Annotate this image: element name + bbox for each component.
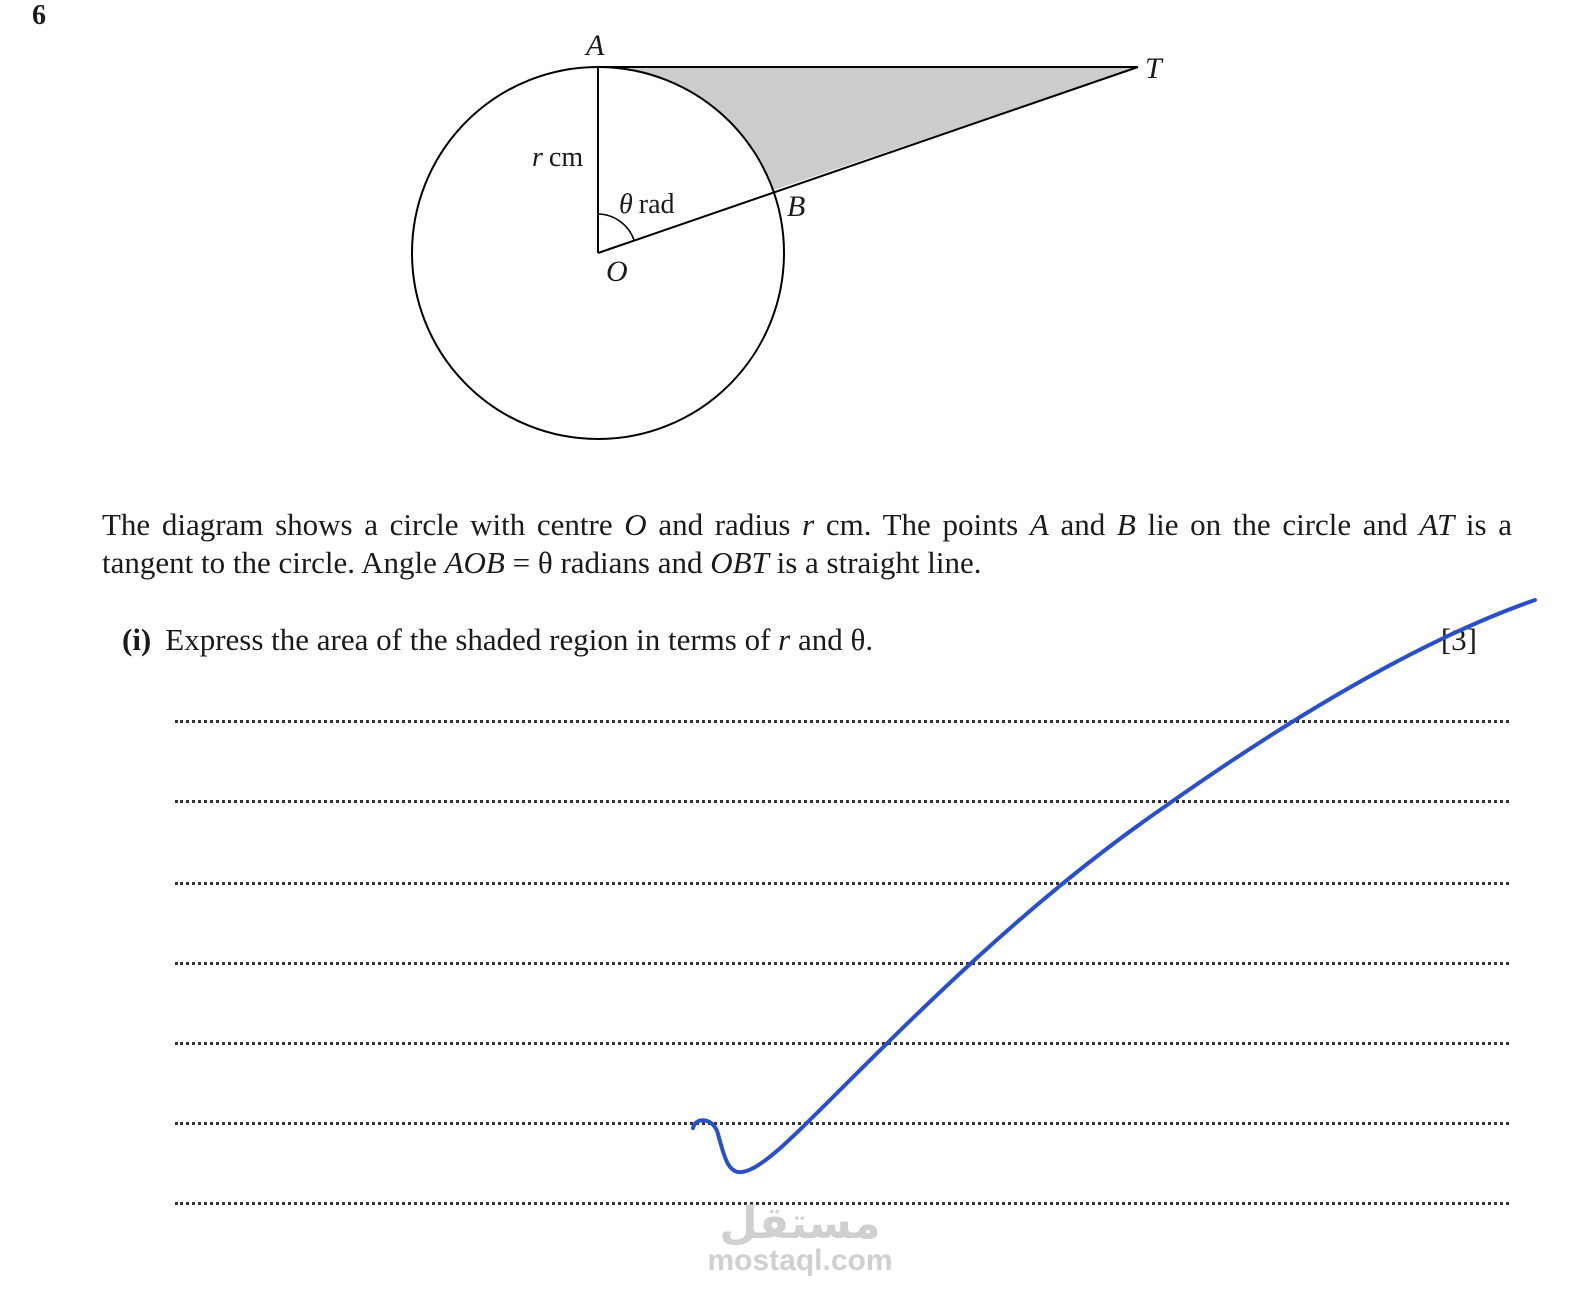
watermark-site: mostaql.com (707, 1244, 893, 1277)
part-label: (i) (122, 622, 152, 657)
watermark-arabic: مستقل (719, 1199, 881, 1248)
watermark (700, 1199, 900, 1278)
answer-line[interactable] (175, 800, 1509, 803)
pen-stroke (693, 600, 1535, 1172)
label-T: T (1145, 52, 1162, 85)
label-O: O (606, 255, 628, 288)
answer-line[interactable] (175, 882, 1509, 885)
answer-line[interactable] (175, 720, 1509, 723)
answer-line[interactable] (175, 1122, 1509, 1125)
question-number: 6 (32, 0, 46, 31)
label-A: A (586, 29, 605, 62)
label-B: B (787, 190, 806, 223)
circle-diagram (0, 0, 1595, 480)
question-paragraph: The diagram shows a circle with centre O and radius r cm. The points A and B lie on the circle and AT is a tangent to the circle. Angle AOB = θ radians and OBT is a straight line. (102, 507, 1513, 580)
radius-label: r cm (532, 142, 584, 173)
answer-line[interactable] (175, 1042, 1509, 1045)
angle-label: θ rad (619, 189, 675, 220)
part-i-question: (i) Express the area of the shaded region in terms of r and θ. (122, 622, 874, 657)
marks: [3] (1440, 622, 1477, 657)
answer-line[interactable] (175, 962, 1509, 965)
